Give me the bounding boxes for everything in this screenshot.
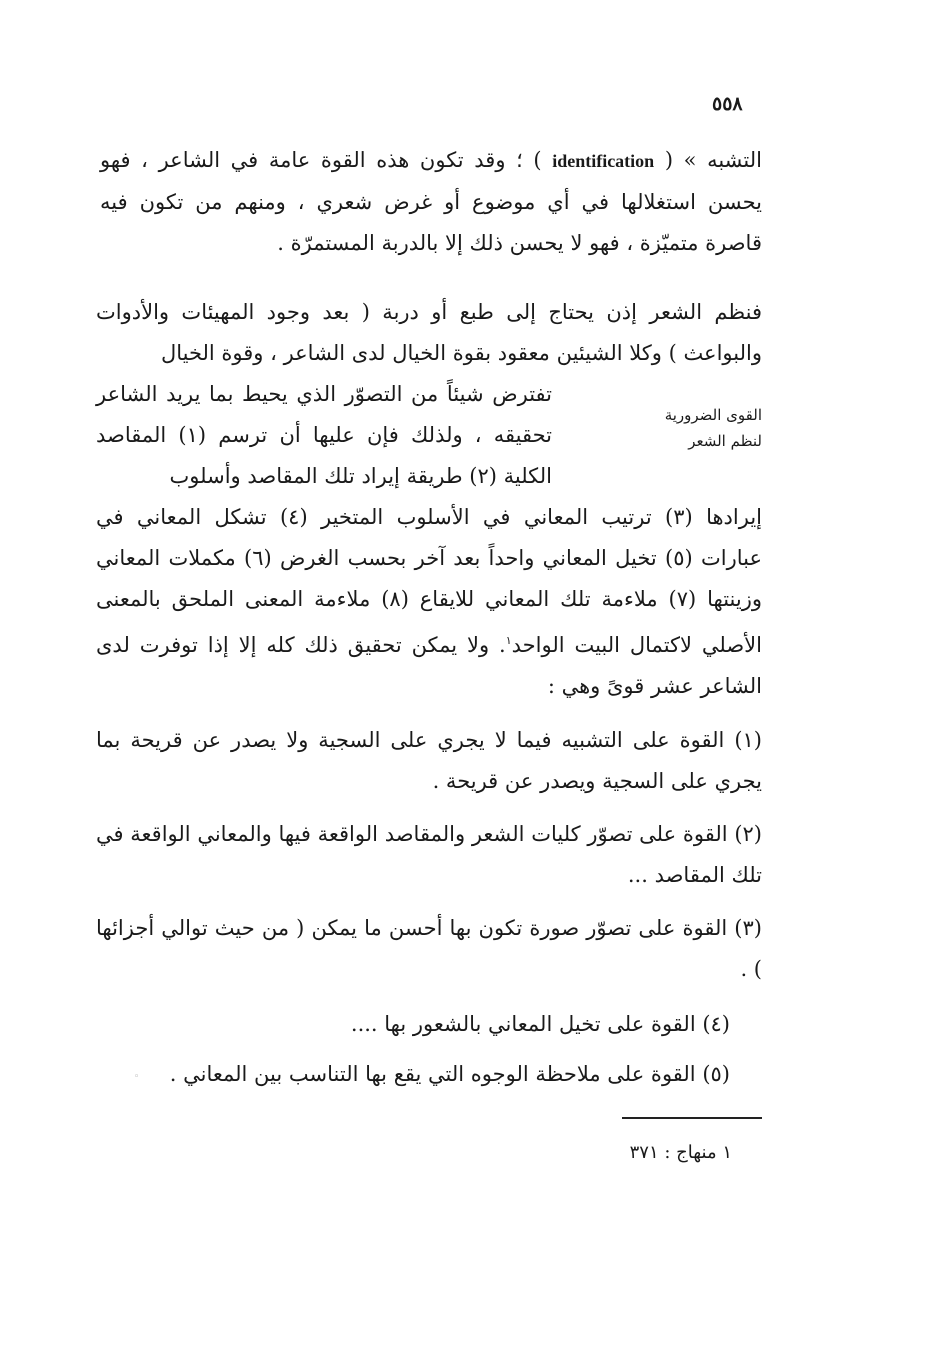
margin-note: [612, 402, 762, 454]
paragraph-bottom-text: إيرادها (٣) ترتيب المعاني في الأسلوب المتخير (٤) تشكل المعاني في عبارات (٥) تخيل المعاني واحداً بعد آخر بحسب الغرض (٦) مكملات المعاني وزينتها (٧) ملاءمة تلك المعاني للايقاع (٨) ملاءمة المعنى الملحق بالمعنى الأصلي لاكتمال البيت الواحد: [96, 505, 762, 657]
paragraph-ending-text: . ولا يمكن تحقيق ذلك كله إلا إذا توفرت لدى الشاعر عشر قوىً وهي :: [96, 633, 762, 698]
print-speck: ◦: [134, 1072, 140, 1082]
list-item-power-4: (٤) القوة على تخيل المعاني بالشعور بها ....: [350, 1012, 730, 1036]
margin-note-line2: لنظم الشعر: [688, 432, 762, 450]
list-item-power-3: (٣) القوة على تصوّر صورة تكون بها أحسن ما يمكن ( من حيث توالي أجزائها ) .: [96, 916, 762, 981]
margin-note-line1: القوى الضرورية: [664, 406, 762, 424]
footnote-divider: [622, 1117, 762, 1119]
paragraph-poetry-composition-beside-note: تفترض شيئاً من التصوّر الذي يحيط بما يريد الشاعر تحقيقه ، ولذلك فإن عليها أن ترسم (١) المقاصد الكلية (٢) طريقة إيراد تلك المقاصد وأسلوب: [96, 382, 552, 488]
list-item-power-1: (١) القوة على التشبيه فيما لا يجري على السجية ولا يصدر عن قريحة بما يجري على السجية ويصدر عن قريحة .: [96, 728, 762, 793]
paragraph-identification: [100, 140, 762, 264]
paragraph-identification-lead: التشبه » (: [664, 148, 762, 172]
paragraph-poetry-composition-top: فنظم الشعر إذن يحتاج إلى طبع أو دربة ( بعد وجود المهيئات والأدوات والبواعث ) وكلا الشيئين معقود بقوة الخيال لدى الشاعر ، وقوة الخيال: [96, 300, 762, 365]
paragraph-identification-rest: ) ؛ وقد تكون هذه القوة عامة في الشاعر ، فهو يحسن استغلالها في أي موضوع أو غرض شعري ، ومنهم من تكون فيه قاصرة متميّزة ، فهو لا يحسن ذلك إلا بالدربة المستمرّة .: [100, 148, 762, 255]
page-number: ٥٥٨: [712, 93, 743, 115]
footnote: ١ منهاج : ٣٧١: [629, 1142, 732, 1163]
latin-term: identification: [552, 151, 655, 171]
paragraph-poetry-composition-bottom: [96, 497, 762, 707]
footnote-reference: ١: [505, 634, 512, 647]
list-item-power-5: (٥) القوة على ملاحظة الوجوه التي يقع بها التناسب بين المعاني .: [169, 1062, 730, 1086]
list-item-power-2: (٢) القوة على تصوّر كليات الشعر والمقاصد الواقعة فيها والمعاني الواقعة في تلك المقاصد ...: [96, 822, 762, 887]
